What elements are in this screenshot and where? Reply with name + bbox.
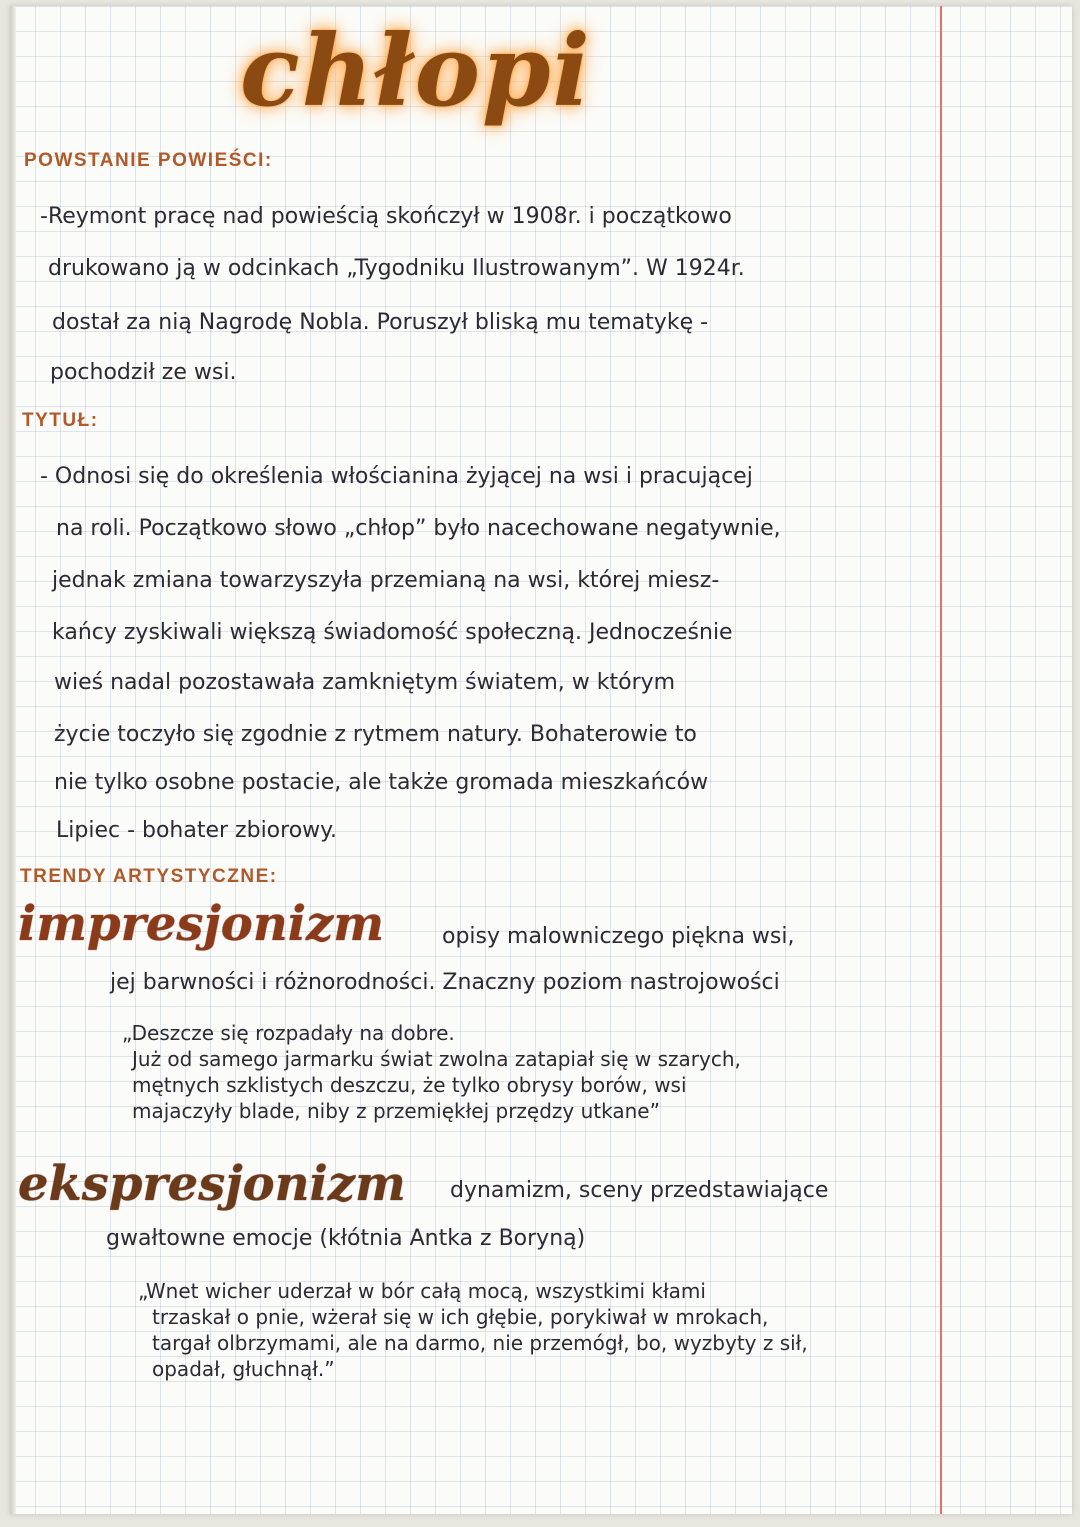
red-margin-line <box>940 6 942 1514</box>
page-title: chłopi <box>240 14 592 129</box>
expressionism-quote-line: opadał, głuchnął.” <box>152 1357 335 1381</box>
origin-heading: POWSTANIE POWIEŚCI: <box>24 150 273 171</box>
page-binding-edge <box>10 6 16 1514</box>
title-section-line: Lipiec - bohater zbiorowy. <box>56 818 338 843</box>
title-section-line: wieś nadal pozostawała zamkniętym światem, w którym <box>54 670 676 695</box>
impressionism-desc: jej barwności i różnorodności. Znaczny poziom nastrojowości <box>110 970 780 995</box>
expressionism-quote-line: trzaskał o pnie, wżerał się w ich głębie, porykiwał w mrokach, <box>152 1305 769 1329</box>
title-section-line: - Odnosi się do określenia włościanina żyjącej na wsi i pracującej <box>40 464 753 489</box>
impressionism-quote-line: mętnych szklistych deszczu, że tylko obrysy borów, wsi <box>132 1073 687 1097</box>
title-section-line: nie tylko osobne postacie, ale także gromada mieszkańców <box>54 770 709 795</box>
expressionism-quote-line: „Wnet wicher uderzał w bór całą mocą, wszystkimi kłami <box>138 1279 706 1303</box>
expressionism-quote-line: targał olbrzymami, ale na darmo, nie przemógł, bo, wyzbyty z sił, <box>152 1331 808 1355</box>
title-section-line: kańcy zyskiwali większą świadomość społeczną. Jednocześnie <box>52 620 733 645</box>
expressionism-desc: gwałtowne emocje (kłótnia Antka z Boryną) <box>106 1226 586 1251</box>
origin-line: dostał za nią Nagrodę Nobla. Poruszył bliską mu tematykę - <box>52 310 709 335</box>
origin-line: -Reymont pracę nad powieścią skończył w 1908r. i początkowo <box>40 204 732 229</box>
expressionism-desc: dynamizm, sceny przedstawiające <box>450 1178 829 1203</box>
title-section-line: jednak zmiana towarzyszyła przemianą na wsi, której miesz- <box>52 568 720 593</box>
impressionism-quote-line: Już od samego jarmarku świat zwolna zatapiał się w szarych, <box>132 1047 741 1071</box>
title-section-line: życie toczyło się zgodnie z rytmem natury. Bohaterowie to <box>54 722 697 747</box>
title-section-heading: TYTUŁ: <box>22 410 99 431</box>
impressionism-quote-line: majaczyły blade, niby z przemiękłej przędzy utkane” <box>132 1099 660 1123</box>
expressionism-term: ekspresjonizm <box>18 1156 406 1212</box>
origin-line: drukowano ją w odcinkach „Tygodniku Ilustrowanym”. W 1924r. <box>48 256 745 281</box>
title-section-line: na roli. Początkowo słowo „chłop” było nacechowane negatywnie, <box>56 516 781 541</box>
origin-line: pochodził ze wsi. <box>50 360 237 385</box>
impressionism-desc: opisy malowniczego piękna wsi, <box>442 924 795 949</box>
trends-heading: TRENDY ARTYSTYCZNE: <box>20 866 278 887</box>
notebook-page <box>10 6 1072 1514</box>
impressionism-quote-line: „Deszcze się rozpadały na dobre. <box>122 1021 455 1045</box>
impressionism-term: impresjonizm <box>18 896 384 952</box>
